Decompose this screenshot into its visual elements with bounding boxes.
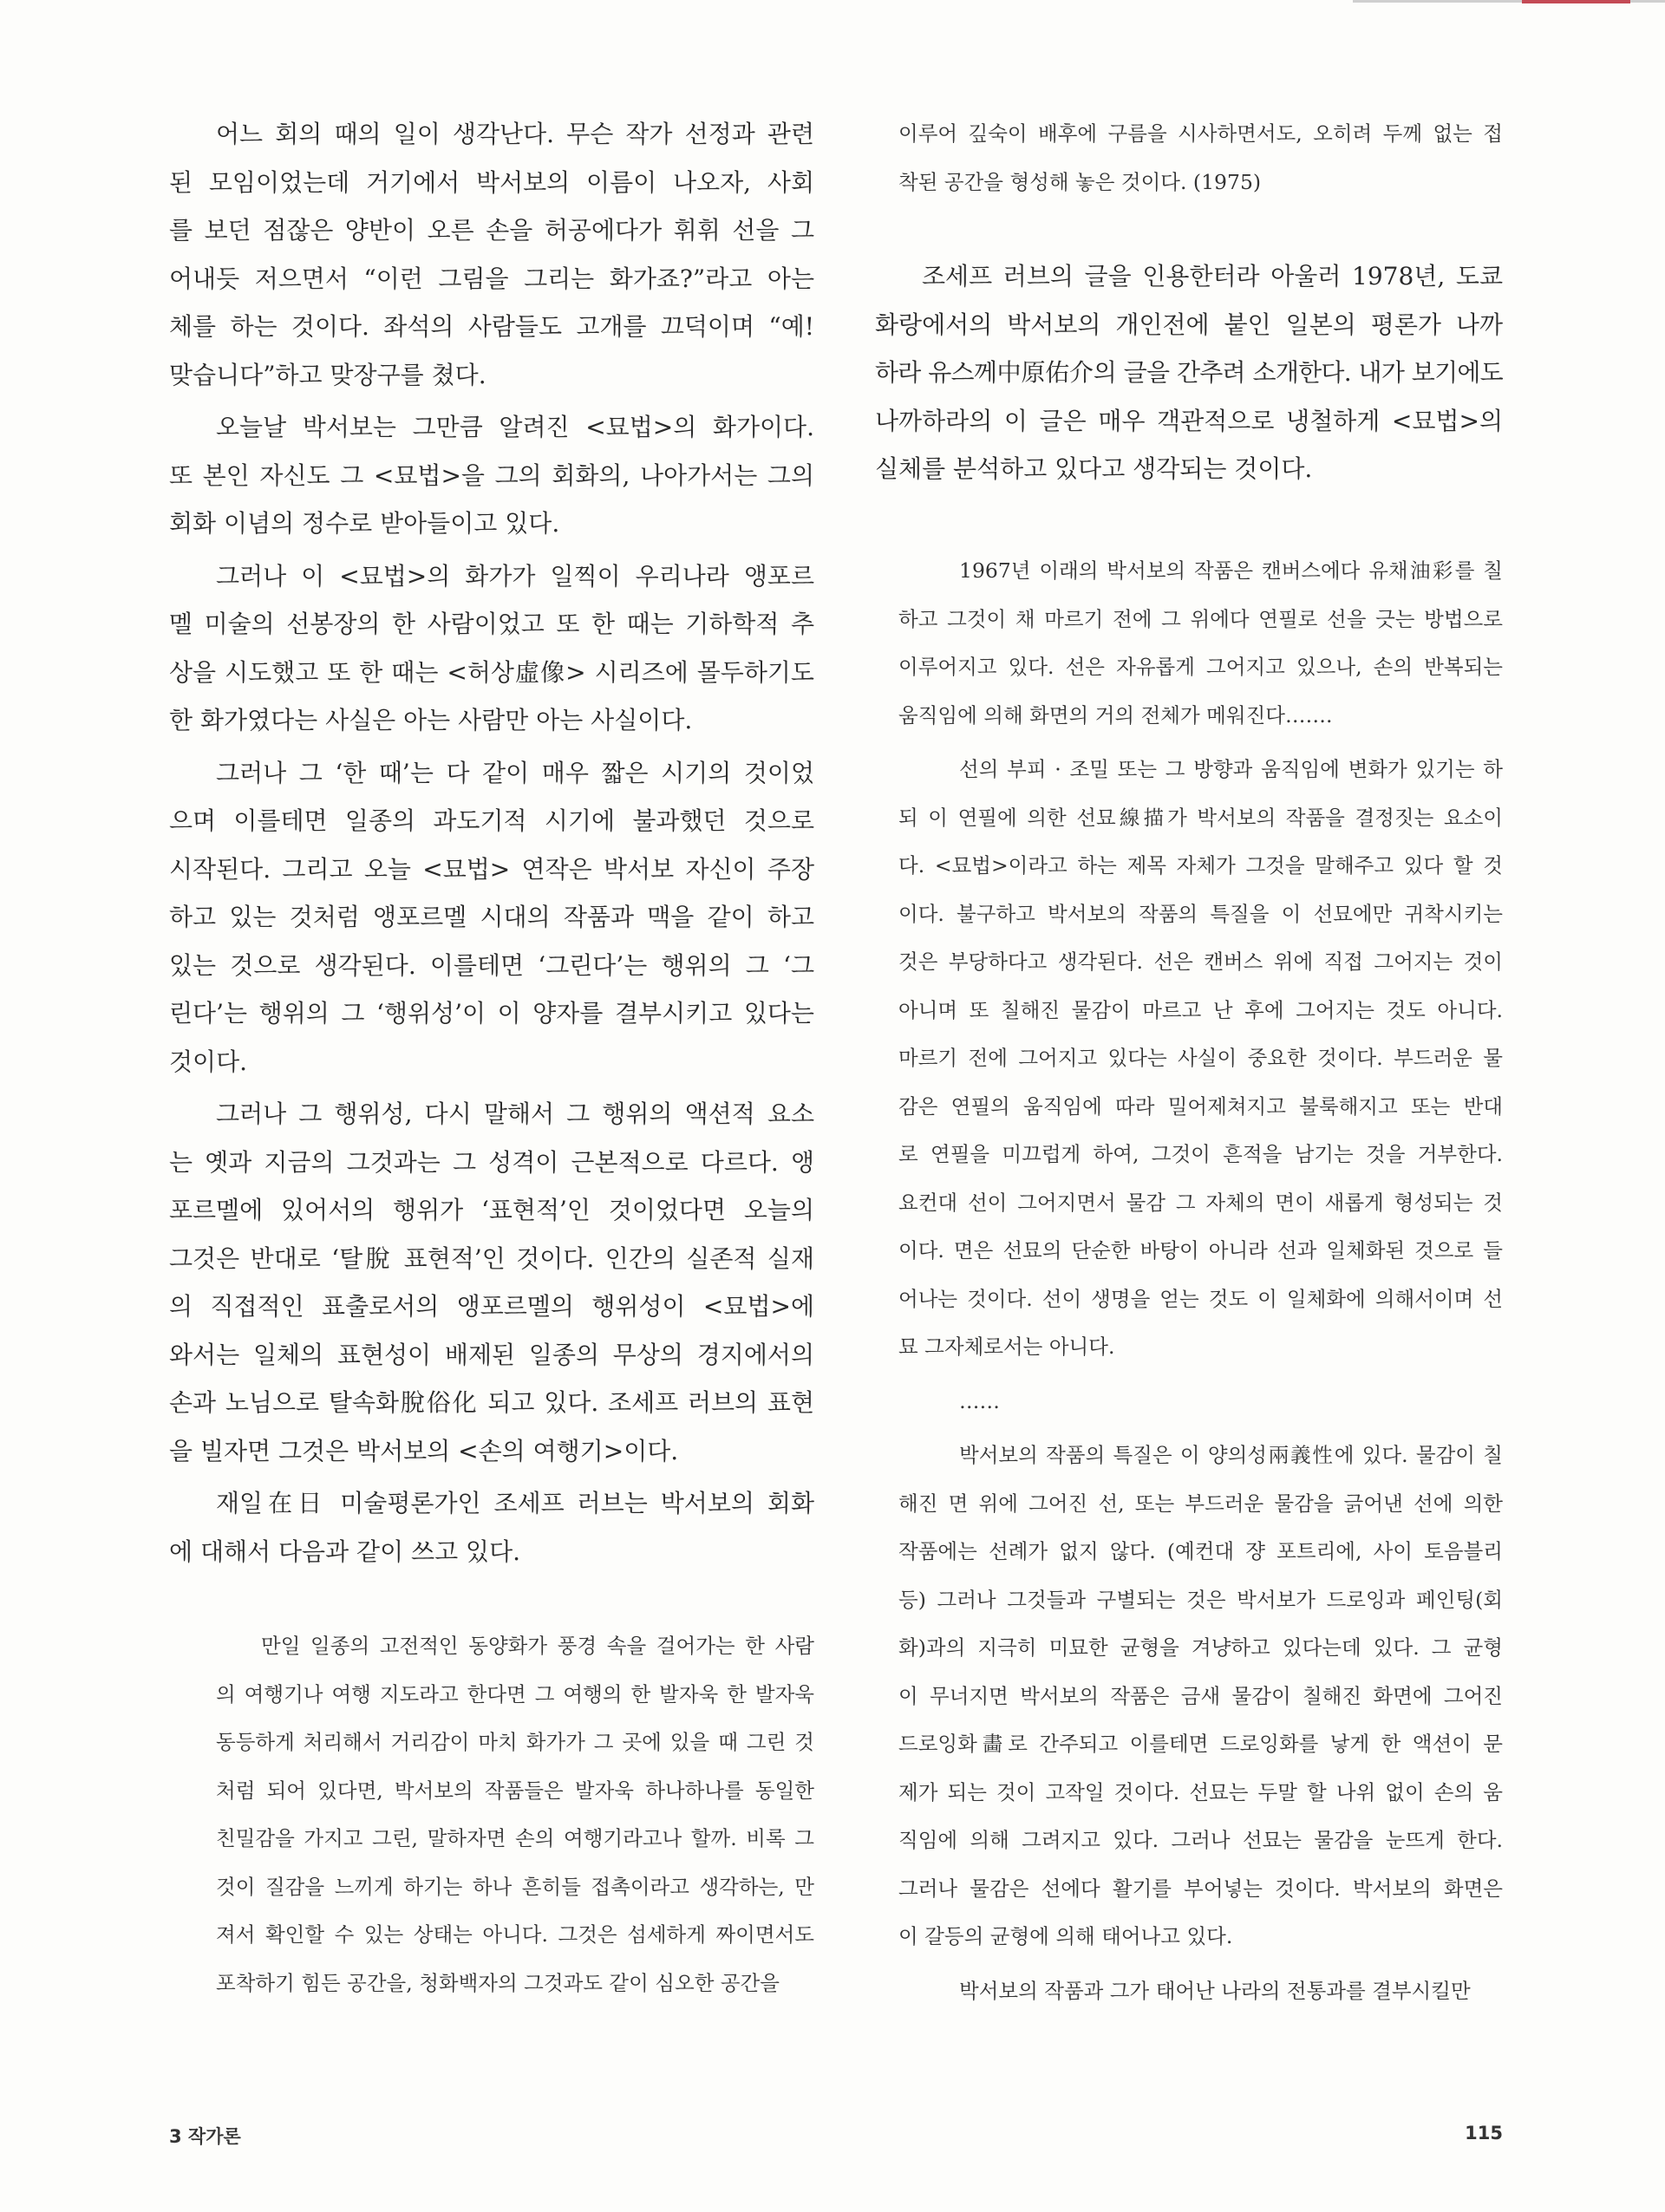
text-line: 실체를 분석하고 있다고 생각되는 것이다. xyxy=(875,454,1313,483)
text-line: 움직임에 의해 화면의 거의 전체가 메워진다……. xyxy=(898,702,1333,728)
text-line: 작품에는 선례가 없지 않다. (예컨대 쟝 포트리에, 사이 토음블리 xyxy=(898,1539,1503,1563)
text-line: 되 이 연필에 의한 선묘線描가 박서보의 작품을 결정짓는 요소이 xyxy=(898,805,1503,830)
text-line: 어내듯 저으면서 “이런 그림을 그리는 화가죠?”라고 아는 xyxy=(169,264,814,293)
paragraph xyxy=(169,403,814,548)
text-line: 져서 확인할 수 있는 상태는 아니다. 그것은 섬세하게 짜이면서도 xyxy=(216,1922,814,1947)
paragraph xyxy=(898,110,1503,206)
text-line: 에 대해서 다음과 같이 쓰고 있다. xyxy=(169,1537,521,1566)
text-line: 직임에 의해 그려지고 있다. 그러나 선묘는 물감을 눈뜨게 한다. xyxy=(898,1828,1503,1852)
text-line: 드로잉화畵로 간주되고 이를테면 드로잉화를 낳게 한 액션이 문 xyxy=(898,1732,1503,1756)
text-line: 와서는 일체의 표현성이 배제된 일종의 무상의 경지에서의 xyxy=(169,1340,814,1369)
text-line: 선의 부피 · 조밀 또는 그 방향과 움직임에 변화가 있기는 하 xyxy=(959,757,1503,781)
text-line: 화랑에서의 박서보의 개인전에 붙인 일본의 평론가 나까 xyxy=(875,310,1503,339)
text-line: 해진 면 위에 그어진 선, 또는 부드러운 물감을 긁어낸 선에 의한 xyxy=(898,1491,1503,1516)
top-accent-bar xyxy=(1522,0,1630,3)
paragraph xyxy=(898,1967,1503,2016)
text-line: 하고 그것이 채 마르기 전에 그 위에다 연필로 선을 긋는 방법으로 xyxy=(898,606,1503,631)
text-line: 1967년 이래의 박서보의 작품은 캔버스에다 유채油彩를 칠 xyxy=(959,558,1503,583)
text-line: 맞습니다”하고 맞장구를 쳤다. xyxy=(169,360,486,389)
text-line: 그러나 물감은 선에다 활기를 부어넣는 것이다. 박서보의 화면은 xyxy=(898,1876,1503,1901)
text-line: 포르멜에 있어서의 행위가 ‘표현적’인 것이었다면 오늘의 xyxy=(169,1196,814,1224)
text-line: 그것은 반대로 ‘탈脫 표현적’인 것이다. 인간의 실존적 실재 xyxy=(169,1243,814,1273)
left-column-quote xyxy=(216,1622,814,2013)
text-line: 동등하게 처리해서 거리감이 마치 화가가 그 곳에 있을 때 그린 것 xyxy=(216,1730,814,1754)
text-line: 어느 회의 때의 일이 생각난다. 무슨 작가 선정과 관련 xyxy=(216,120,814,148)
text-line: 이다. 면은 선묘의 단순한 바탕이 아니라 선과 일체화된 것으로 들 xyxy=(898,1238,1503,1263)
text-line: 오늘날 박서보는 그만큼 알려진 <묘법>의 화가이다. xyxy=(216,413,814,441)
left-column-body xyxy=(169,110,814,1580)
text-line: 박서보의 작품과 그가 태어난 나라의 전통과를 결부시킬만 xyxy=(959,1978,1471,2003)
paragraph xyxy=(169,110,814,399)
paragraph xyxy=(216,1622,814,2007)
text-line: 멜 미술의 선봉장의 한 사람이었고 또 한 때는 기하학적 추 xyxy=(169,610,814,638)
right-column-quote xyxy=(898,547,1503,2021)
text-line: 그러나 그 행위성, 다시 말해서 그 행위의 액션적 요소 xyxy=(216,1099,814,1128)
text-line: 또 본인 자신도 그 <묘법>을 그의 회화의, 나아가서는 그의 xyxy=(169,460,814,490)
text-line: 상을 시도했고 또 한 때는 <허상虛像> 시리즈에 몰두하기도 xyxy=(169,657,814,687)
text-line: 이루어 깊숙이 배후에 구름을 시사하면서도, 오히려 두께 없는 접 xyxy=(898,121,1503,146)
text-line: 하고 있는 것처럼 앵포르멜 시대의 작품과 맥을 같이 하고 xyxy=(169,903,814,931)
text-line: 한 화가였다는 사실은 아는 사람만 아는 사실이다. xyxy=(169,706,693,734)
text-line: 만일 일종의 고전적인 동양화가 풍경 속을 걸어가는 한 사람 xyxy=(261,1634,814,1658)
text-line: 것은 부당하다고 생각된다. 선은 캔버스 위에 직접 그어지는 것이 xyxy=(898,949,1503,974)
text-line: 을 빌자면 그것은 박서보의 <손의 여행기>이다. xyxy=(169,1436,679,1465)
right-column-quote-continuation xyxy=(898,110,1503,212)
text-line: 으며 이를테면 일종의 과도기적 시기에 불과했던 것으로 xyxy=(169,806,814,835)
text-line: 를 보던 점잖은 양반이 오른 손을 허공에다가 휘휘 선을 그 xyxy=(169,216,814,245)
text-line: 포착하기 힘든 공간을, 청화백자의 그것과도 같이 심오한 공간을 xyxy=(216,1970,780,1995)
text-line: 회화 이념의 정수로 받아들이고 있다. xyxy=(169,509,560,538)
text-line: 박서보의 작품의 특질은 이 양의성兩義性에 있다. 물감이 칠 xyxy=(959,1443,1503,1467)
text-line: 의 여행기나 여행 지도라고 한다면 그 여행의 한 발자욱 한 발자욱 xyxy=(216,1681,814,1706)
text-line: 감은 연필의 움직임에 따라 밀어제쳐지고 불룩해지고 또는 반대 xyxy=(898,1093,1503,1119)
text-line: 친밀감을 가지고 그린, 말하자면 손의 여행기라고나 할까. 비록 그 xyxy=(216,1826,814,1850)
text-line: …… xyxy=(959,1388,1000,1413)
text-line: 처럼 되어 있다면, 박서보의 작품들은 발자욱 하나하나를 동일한 xyxy=(216,1778,814,1803)
text-line: 이 무너지면 박서보의 작품은 금새 물감이 칠해진 화면에 그어진 xyxy=(898,1683,1503,1708)
text-line: 는 옛과 지금의 그것과는 그 성격이 근본적으로 다르다. 앵 xyxy=(169,1147,814,1177)
text-line: 의 직접적인 표출로서의 앵포르멜의 행위성이 <묘법>에 xyxy=(169,1292,814,1321)
text-line: 재일在日 미술평론가인 조세프 러브는 박서보의 회화 xyxy=(216,1489,814,1517)
text-line: 있는 것으로 생각된다. 이를테면 ‘그린다’는 행위의 그 ‘그 xyxy=(169,950,814,980)
paragraph xyxy=(898,1432,1503,1961)
paragraph xyxy=(898,1378,1503,1426)
text-line: 마르기 전에 그어지고 있다는 사실이 중요한 것이다. 부드러운 물 xyxy=(898,1046,1503,1070)
text-line: 조세프 러브의 글을 인용한터라 아울러 1978년, 도쿄 xyxy=(922,262,1503,290)
paragraph xyxy=(898,547,1503,740)
text-line: 린다’는 행위의 그 ‘행위성’이 이 양자를 결부시키고 있다는 xyxy=(169,999,814,1028)
paragraph xyxy=(875,252,1503,493)
text-line: 된 모임이었는데 거기에서 박서보의 이름이 나오자, 사회 xyxy=(169,167,814,197)
text-line: 손과 노님으로 탈속화脫俗化 되고 있다. 조세프 러브의 표현 xyxy=(169,1388,814,1417)
text-line: 나까하라의 이 글은 매우 객관적으로 냉철하게 <묘법>의 xyxy=(875,406,1503,435)
text-line: 하라 유스께中原佑介의 글을 간추려 소개한다. 내가 보기에도 xyxy=(875,358,1503,387)
text-line: 이루어지고 있다. 선은 자유롭게 그어지고 있으나, 손의 반복되는 xyxy=(898,655,1503,679)
text-line: 다. <묘법>이라고 하는 제목 자체가 그것을 말해주고 있다 할 것 xyxy=(898,853,1503,878)
text-line: 로 연필을 미끄럽게 하여, 그것이 흔적을 남기는 것을 거부한다. xyxy=(898,1142,1503,1166)
text-line: 등) 그러나 그것들과 구별되는 것은 박서보가 드로잉과 페인팅(회 xyxy=(898,1587,1503,1612)
paragraph xyxy=(169,552,814,745)
text-line: 그러나 이 <묘법>의 화가가 일찍이 우리나라 앵포르 xyxy=(216,561,814,591)
text-line: 착된 공간을 형성해 놓은 것이다. (1975) xyxy=(898,169,1262,194)
text-line: 어나는 것이다. 선이 생명을 얻는 것도 이 일체화에 의해서이며 선 xyxy=(898,1286,1503,1311)
text-line: 요컨대 선이 그어지면서 물감 그 자체의 면이 새롭게 형성되는 것 xyxy=(898,1190,1503,1215)
right-column-body xyxy=(875,252,1503,498)
text-line: 것이 질감을 느끼게 하기는 하나 흔히들 접촉이라고 생각하는, 만 xyxy=(216,1874,814,1899)
text-line: 묘 그자체로서는 아니다. xyxy=(898,1334,1115,1359)
section-title: 3 작가론 xyxy=(169,2126,241,2147)
paragraph xyxy=(169,749,814,1086)
text-line: 그러나 그 ‘한 때’는 다 같이 매우 짧은 시기의 것이었 xyxy=(216,758,814,787)
page-number: 115 xyxy=(1465,2123,1503,2143)
text-line: 아니며 또 칠해진 물감이 마르고 난 후에 그어지는 것도 아니다. xyxy=(898,997,1503,1022)
text-line: 것이다. xyxy=(169,1047,248,1076)
text-line: 시작된다. 그리고 오늘 <묘법> 연작은 박서보 자신이 주장 xyxy=(169,854,814,884)
paragraph xyxy=(169,1479,814,1576)
text-line: 화)과의 지극히 미묘한 균형을 겨냥하고 있다는데 있다. 그 균형 xyxy=(898,1635,1503,1660)
text-line: 제가 되는 것이 고작일 것이다. 선묘는 두말 할 나위 없이 손의 움 xyxy=(898,1779,1503,1804)
paragraph xyxy=(898,746,1503,1372)
text-line: 이 갈등의 균형에 의해 태어나고 있다. xyxy=(898,1924,1233,1948)
text-line: 체를 하는 것이다. 좌석의 사람들도 고개를 끄덕이며 “예! xyxy=(169,312,814,341)
text-line: 이다. 불구하고 박서보의 작품의 특질을 이 선묘에만 귀착시키는 xyxy=(898,901,1503,926)
paragraph xyxy=(169,1090,814,1475)
